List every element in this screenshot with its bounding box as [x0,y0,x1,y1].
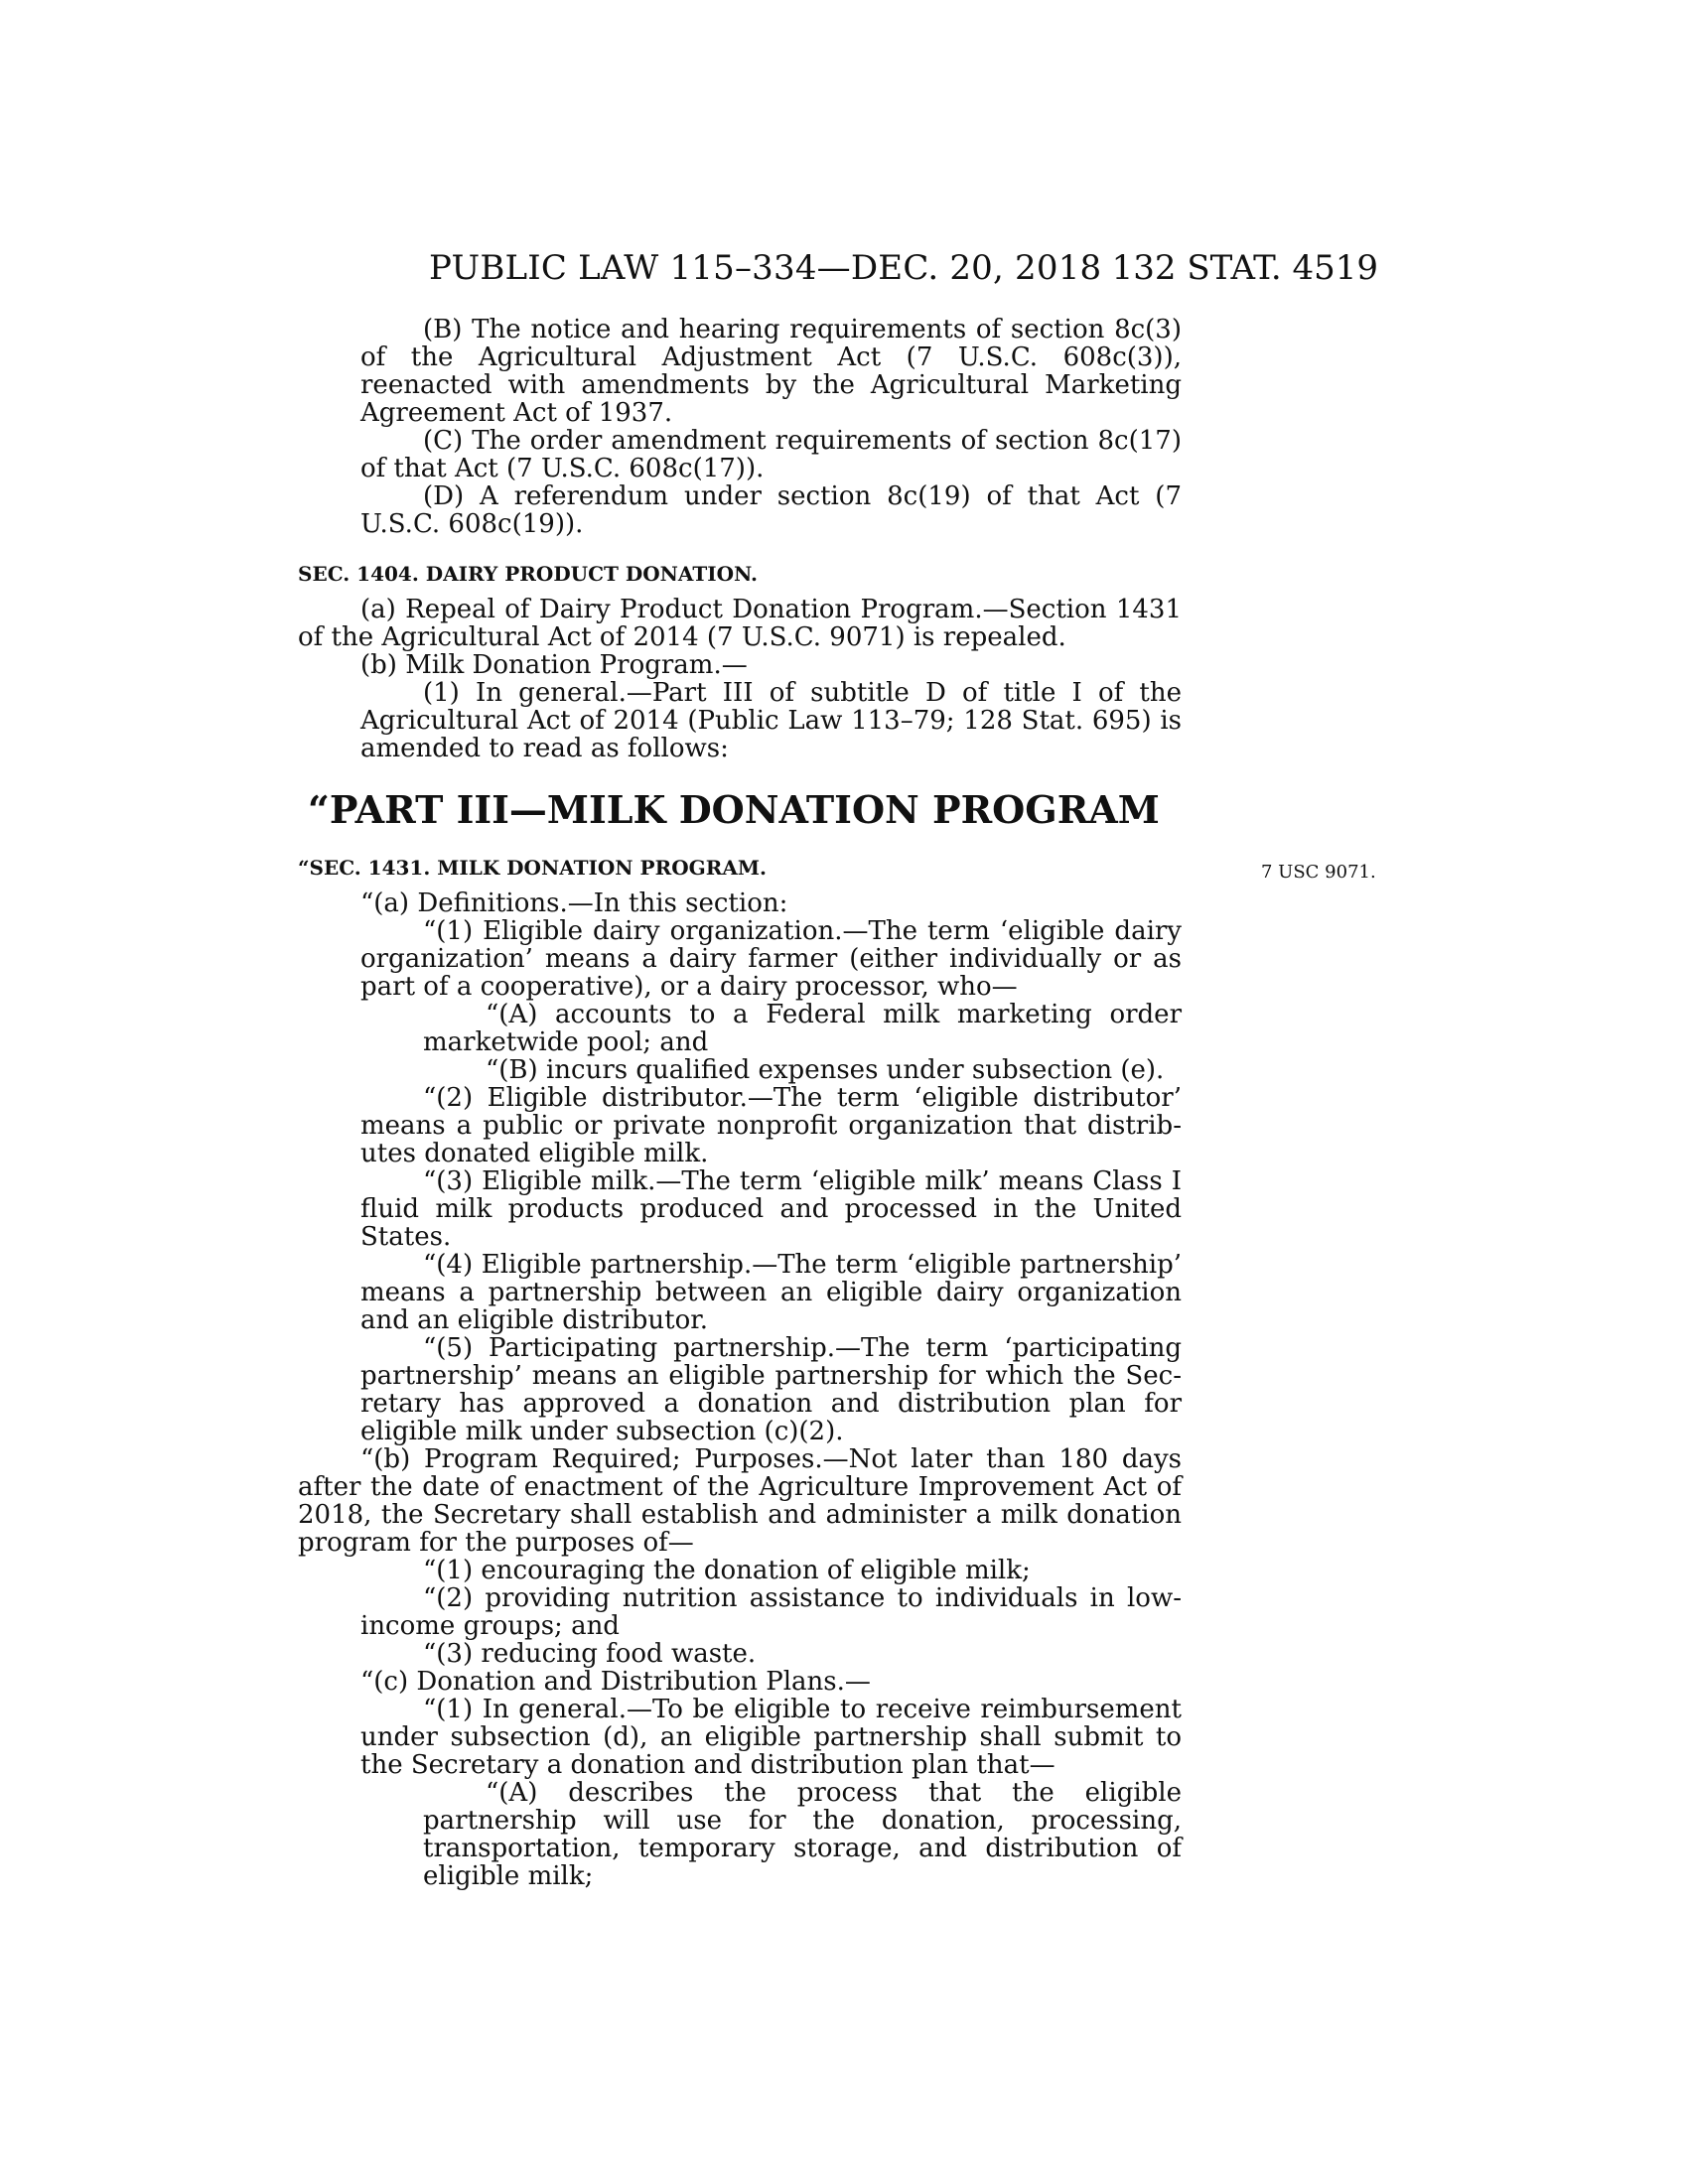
paragraph: “(5) Participating partnership.—The term ‘participating partnership’ means an eligible partnership for which the Secretary has approved a donation and distribution plan for eligible milk under subsection (c)(2). [360,1333,1182,1446]
paragraph: “(2) Eligible distributor.—The term ‘eligible distributor’ means a public or private nonprofit organization that distributes donated eligible milk. [360,1083,1182,1168]
paragraph: (B) The notice and hearing requirements of section 8c(3) of the Agricultural Adjustment Act (7 U.S.C. 608c(3)), reenacted with amendments by the Agricultural Marketing Agreement Act of 1937. [360,315,1182,428]
header-title: PUBLIC LAW 115–334—DEC. 20, 2018 [429,248,1102,288]
paragraph: “(B) incurs qualified expenses under subsection (e). [486,1055,1165,1085]
paragraph: “(1) In general.—To be eligible to receive reimbursement under subsection (d), an eligible partnership shall submit to the Secretary a donation and distribution plan that— [360,1695,1182,1780]
paragraph: (1) In general.—Part III of subtitle D of title I of the Agricultural Act of 2014 (Public Law 113–79; 128 Stat. 695) is amended to read as follows: [360,678,1182,763]
paragraph: (a) Repeal of Dairy Product Donation Program.—Section 1431 of the Agricultural Act of 2014 (7 U.S.C. 9071) is repealed. [298,595,1182,652]
statute-body [298,316,1182,1890]
paragraph: “(1) encouraging the donation of eligible milk; [423,1556,1031,1585]
page-number: 132 STAT. 4519 [1111,248,1378,288]
part-heading: “PART III—MILK DONATION PROGRAM [308,787,1160,832]
running-header [0,248,1688,298]
section-heading: “SEC. 1431. MILK DONATION PROGRAM. [298,856,767,880]
paragraph: “(3) Eligible milk.—The term ‘eligible milk’ means Class I fluid milk products produced and processed in the United States. [360,1166,1182,1252]
paragraph: (b) Milk Donation Program.— [360,650,748,680]
paragraph: (C) The order amendment requirements of section 8c(17) of that Act (7 U.S.C. 608c(17)). [360,426,1182,483]
paragraph: “(b) Program Required; Purposes.—Not later than 180 days after the date of enactment of the Agriculture Improvement Act of 2018, the Secretary shall establish and administer a milk donation program for the purposes of— [298,1444,1182,1558]
paragraph: “(3) reducing food waste. [423,1639,757,1669]
paragraph: “(1) Eligible dairy organization.—The term ‘eligible dairy organization’ means a dairy farmer (either individually or as part of a cooperative), or a dairy processor, who— [360,916,1182,1002]
paragraph: “(a) Definitions.—In this section: [360,888,788,918]
paragraph: (D) A referendum under section 8c(19) of that Act (7 U.S.C. 608c(19)). [360,481,1182,539]
paragraph: “(2) providing nutrition assistance to individuals in low-income groups; and [360,1583,1182,1641]
paragraph: “(A) accounts to a Federal milk marketing order marketwide pool; and [423,1000,1182,1057]
paragraph: “(c) Donation and Distribution Plans.— [360,1667,871,1697]
margin-citation: 7 USC 9071. [1261,862,1376,883]
paragraph: “(4) Eligible partnership.—The term ‘eligible partnership’ means a partnership between an eligible dairy organization and an eligible distributor. [360,1250,1182,1335]
paragraph: “(A) describes the process that the eligible partnership will use for the donation, processing, transportation, temporary storage, and distribution of eligible milk; [423,1778,1182,1891]
section-heading: SEC. 1404. DAIRY PRODUCT DONATION. [298,562,758,586]
